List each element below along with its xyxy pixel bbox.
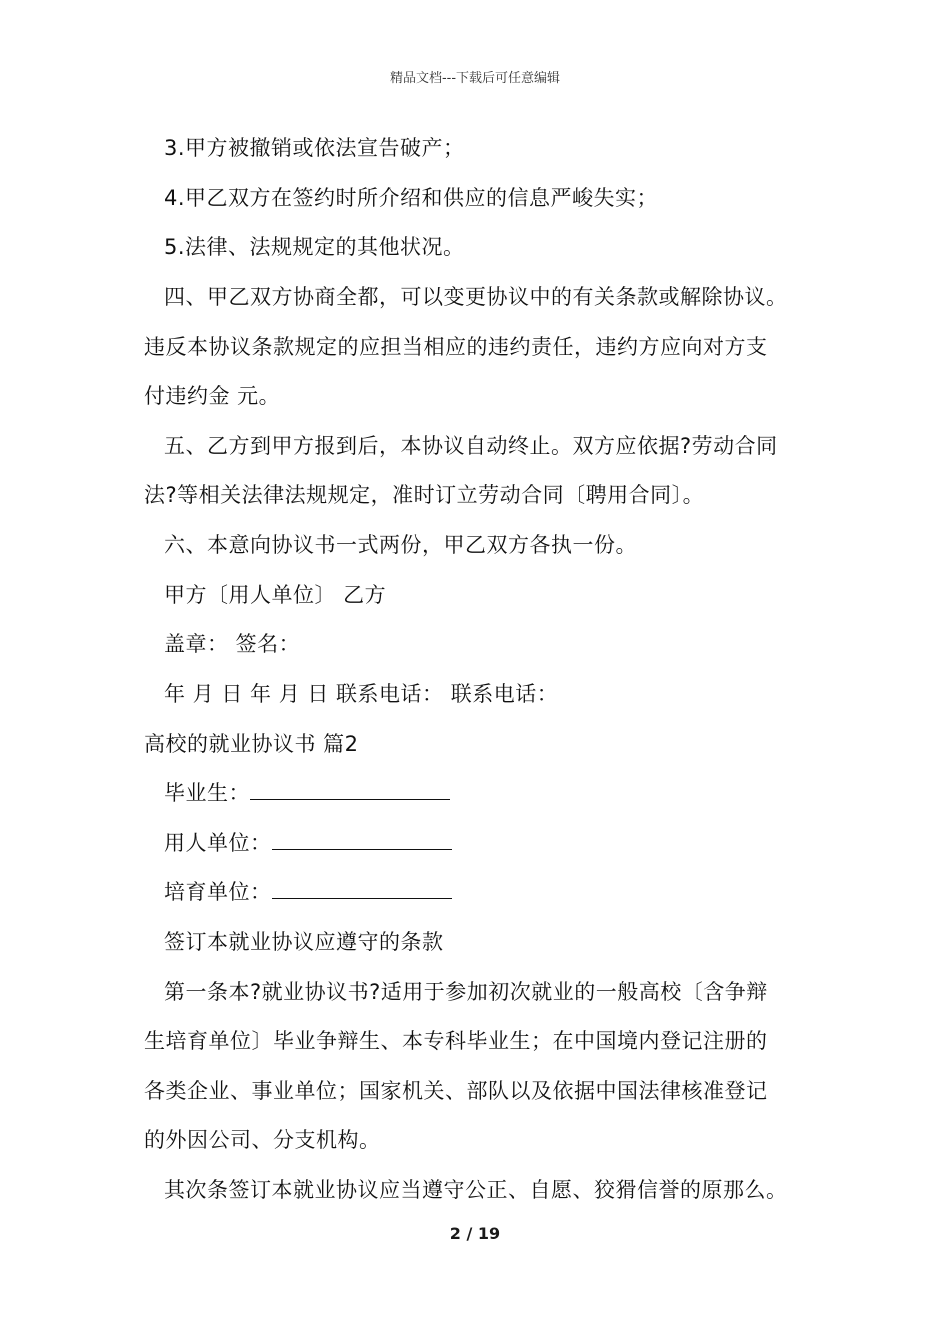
- employer-field: [164, 828, 864, 858]
- terms-heading: 签订本就业协议应遵守的条款: [164, 930, 444, 954]
- section-4-line-2: 违反本协议条款规定的应担当相应的违约责任，违约方应向对方支: [144, 335, 768, 359]
- article-1-line-4: 的外因公司、分支机构。: [144, 1128, 381, 1152]
- section-title: 高校的就业协议书 篇2: [144, 732, 359, 756]
- clause-3: 3.甲方被撤销或依法宣告破产；: [164, 136, 465, 160]
- page-number: 2 / 19: [449, 1224, 501, 1243]
- graduate-label: 毕业生：: [164, 781, 250, 805]
- article-2-line-1: 其次条签订本就业协议应当遵守公正、自愿、狡猾信誉的原那么。: [164, 1178, 788, 1202]
- section-4-line-3: 付违约金 元。: [144, 384, 281, 408]
- section-4-line-1: 四、甲乙双方协商全都，可以变更协议中的有关条款或解除协议。: [164, 285, 788, 309]
- training-unit-blank: [272, 878, 452, 899]
- page-header: 精品文档---下载后可任意编辑: [389, 71, 561, 86]
- date-phone-line: 年 月 日 年 月 日 联系电话： 联系电话：: [164, 682, 559, 706]
- party-line: 甲方〔用人单位〕 乙方: [164, 583, 387, 607]
- section-6: 六、本意向协议书一式两份，甲乙双方各执一份。: [164, 533, 637, 557]
- graduate-blank: [250, 779, 450, 800]
- article-1-line-3: 各类企业、事业单位；国家机关、部队以及依据中国法律核准登记: [144, 1079, 768, 1103]
- graduate-field: [164, 778, 864, 808]
- training-unit-field: [164, 877, 864, 907]
- employer-blank: [272, 829, 452, 850]
- employer-label: 用人单位：: [164, 831, 272, 855]
- clause-5: 5.法律、法规规定的其他状况。: [164, 235, 465, 259]
- training-unit-label: 培育单位：: [164, 880, 272, 904]
- section-5-line-1: 五、乙方到甲方报到后，本协议自动终止。双方应依据?劳动合同: [164, 434, 778, 458]
- clause-4: 4.甲乙双方在签约时所介绍和供应的信息严峻失实；: [164, 186, 659, 210]
- article-1-line-1: 第一条本?就业协议书?适用于参加初次就业的一般高校〔含争辩: [164, 980, 768, 1004]
- article-1-line-2: 生培育单位〕毕业争辩生、本专科毕业生；在中国境内登记注册的: [144, 1029, 768, 1053]
- seal-sign-line: 盖章： 签名：: [164, 632, 301, 656]
- section-5-line-2: 法?等相关法律法规规定，准时订立劳动合同〔聘用合同〕。: [144, 483, 705, 507]
